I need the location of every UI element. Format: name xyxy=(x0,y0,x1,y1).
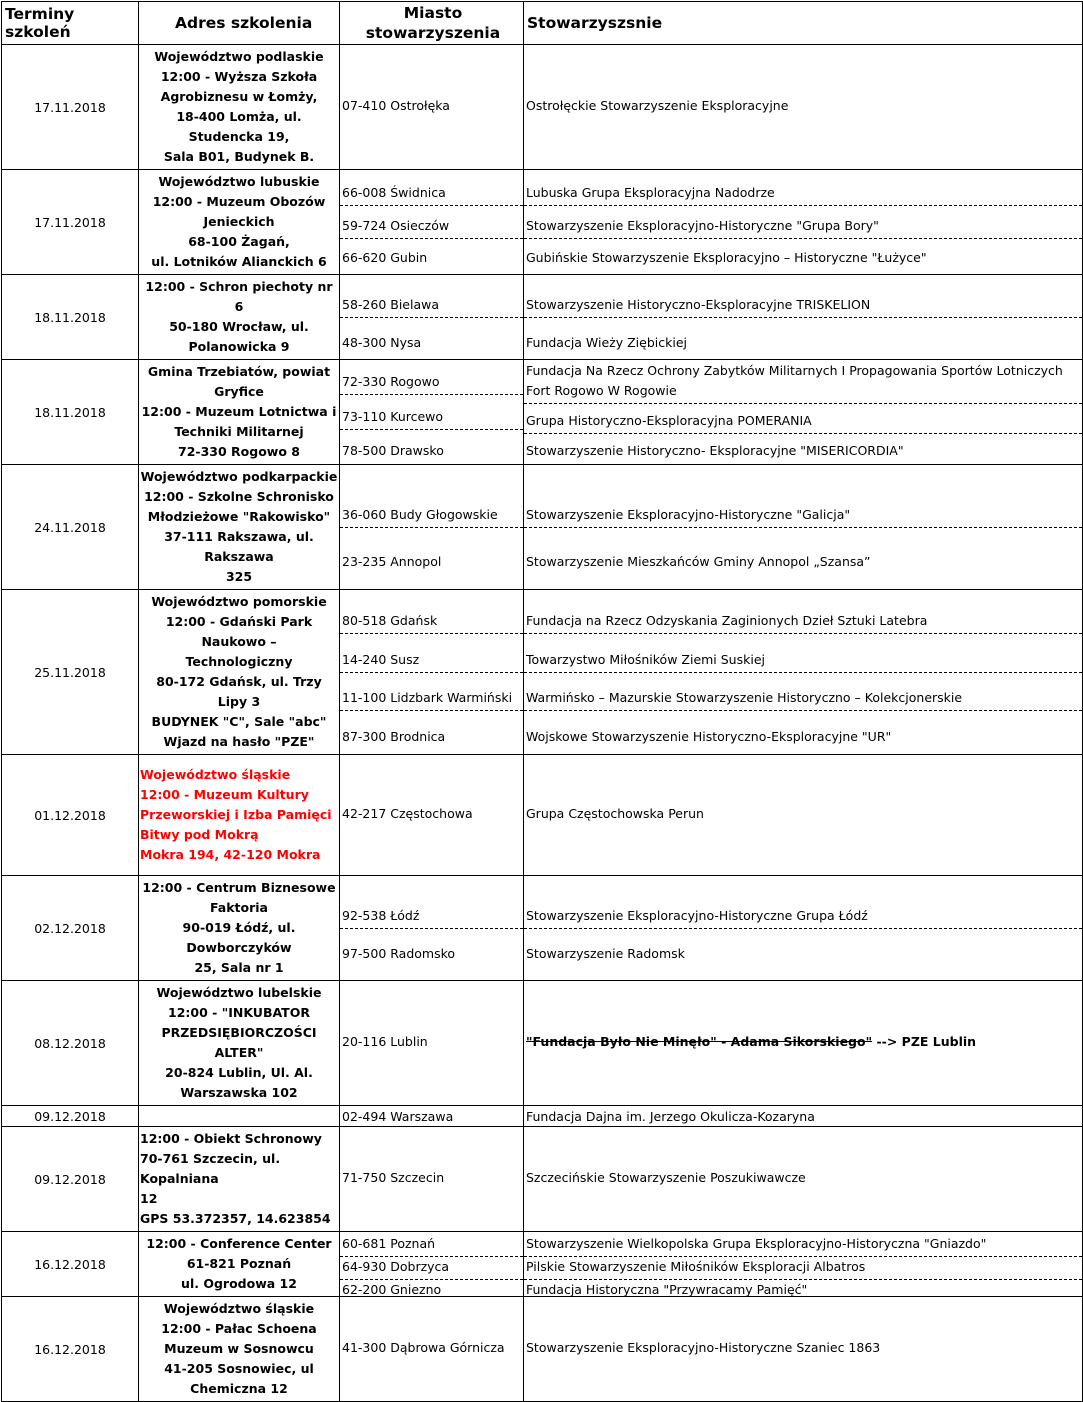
training-address xyxy=(139,1106,340,1127)
training-address xyxy=(139,45,340,170)
address-line: Wjazd na hasło "PZE" xyxy=(163,734,315,749)
association-name: Fundacja Dajna im. Jerzego Okulicza-Kozaryna xyxy=(526,1108,815,1124)
training-address xyxy=(139,170,340,275)
city-name: 02-494 Warszawa xyxy=(342,1108,454,1124)
address-line: 37-111 Rakszawa, ul. Rakszawa xyxy=(164,529,314,564)
city-name: 58-260 Bielawa xyxy=(340,279,523,318)
address-line: Technologiczny xyxy=(185,654,293,669)
address-line: ul. Ogrodowa 12 xyxy=(181,1276,297,1291)
city-name: 48-300 Nysa xyxy=(342,335,422,350)
association-cell xyxy=(524,876,1083,981)
association-cell xyxy=(524,45,1083,170)
city-name: 97-500 Radomsko xyxy=(342,946,456,961)
association-name: Stowarzyszenie Eksploracyjno-Historyczne Grupa Łódź xyxy=(524,890,1082,929)
address-line: 12:00 - Obiekt Schronowy xyxy=(140,1131,322,1146)
association-cell xyxy=(524,1106,1083,1127)
address-line: 12 xyxy=(140,1191,158,1206)
city-cell xyxy=(340,1297,524,1402)
address-line: Agrobiznesu w Łomży, xyxy=(160,89,318,104)
association-name: Fundacja Na Rzecz Ochrony Zabytków Militarnych I Propagowania Sportów Lotniczych Fort Rogowo W Rogowie xyxy=(524,361,1082,404)
training-address xyxy=(139,981,340,1106)
city-name: 60-681 Poznań xyxy=(340,1234,523,1257)
address-line: Gryfice xyxy=(214,384,264,399)
training-address xyxy=(139,1127,340,1232)
address-line: 50-180 Wrocław, ul. xyxy=(169,319,309,334)
address-line: Województwo lubelskie xyxy=(156,985,322,1000)
address-line: Województwo podkarpackie xyxy=(140,469,338,484)
city-cell xyxy=(340,755,524,876)
address-line: Województwo pomorskie xyxy=(151,594,327,609)
training-date: 17.11.2018 xyxy=(2,45,139,170)
association-name: Grupa Historyczno-Eksploracyjna POMERANIA xyxy=(524,404,1082,434)
training-date: 18.11.2018 xyxy=(2,360,139,465)
training-date: 24.11.2018 xyxy=(2,465,139,590)
table-row xyxy=(2,981,1083,1106)
address-line: 12:00 - Muzeum Lotnictwa i xyxy=(141,404,337,419)
address-line: PRZEDSIĘBIORCZOŚCI ALTER" xyxy=(161,1025,317,1060)
address-line: 12:00 - Schron piechoty nr 6 xyxy=(145,279,333,314)
city-name: 11-100 Lidzbark Warmiński xyxy=(340,673,523,712)
association-name: Stowarzyszenie Eksploracyjno-Historyczne Szaniec 1863 xyxy=(526,1340,881,1355)
association-name: Ostrołęckie Stowarzyszenie Eksploracyjne xyxy=(526,98,789,113)
address-line: Województwo lubuskie xyxy=(158,174,320,189)
association-cell xyxy=(524,590,1083,755)
address-line: Warszawska 102 xyxy=(180,1085,298,1100)
city-cell xyxy=(340,590,524,755)
training-address xyxy=(139,1297,340,1402)
training-address xyxy=(139,590,340,755)
header-row xyxy=(2,2,1083,45)
table-row xyxy=(2,1127,1083,1232)
address-line: GPS 53.372357, 14.623854 xyxy=(140,1211,331,1226)
city-cell xyxy=(340,465,524,590)
association-name: Stowarzyszenie Mieszkańców Gminy Annopol „Szansa” xyxy=(526,553,871,569)
association-cell xyxy=(524,1232,1083,1297)
address-line: Gmina Trzebiatów, powiat xyxy=(147,364,331,379)
address-line: 12:00 - Szkolne Schronisko xyxy=(144,489,334,504)
city-name: 64-930 Dobrzyca xyxy=(340,1257,523,1280)
city-name: 92-538 Łódź xyxy=(340,890,523,929)
city-cell xyxy=(340,45,524,170)
city-name: 14-240 Susz xyxy=(340,634,523,673)
address-line: Jenieckich xyxy=(203,214,275,229)
training-date: 17.11.2018 xyxy=(2,170,139,275)
table-row xyxy=(2,360,1083,465)
association-name: Fundacja na Rzecz Odzyskania Zaginionych Dzieł Sztuki Latebra xyxy=(524,596,1082,635)
training-date: 09.12.2018 xyxy=(2,1127,139,1232)
association-cell xyxy=(524,755,1083,876)
address-line: 12:00 - Pałac Schoena xyxy=(161,1321,317,1336)
association-name: Towarzystwo Miłośników Ziemi Suskiej xyxy=(524,634,1082,673)
address-line: Województwo śląskie xyxy=(163,1301,315,1316)
address-line: 12:00 - Conference Center xyxy=(146,1236,332,1251)
address-line: Przeworskiej i Izba Pamięci xyxy=(140,807,332,822)
city-name: 23-235 Annopol xyxy=(342,553,442,569)
address-line: 25, Sala nr 1 xyxy=(194,960,284,975)
address-line: Sala B01, Budynek B. xyxy=(163,149,315,164)
training-address xyxy=(139,465,340,590)
table-row xyxy=(2,590,1083,755)
table-body xyxy=(2,45,1083,1402)
city-name: 41-300 Dąbrowa Górnicza xyxy=(342,1340,505,1355)
association-name: Fundacja Wieży Ziębickiej xyxy=(526,335,687,350)
address-line: 18-400 Lomża, ul. Studencka 19, xyxy=(176,109,302,144)
training-address xyxy=(139,275,340,360)
training-address xyxy=(139,360,340,465)
training-address xyxy=(139,876,340,981)
table-row xyxy=(2,876,1083,981)
association-name: Pilskie Stowarzyszenie Miłośników Eksploracji Albatros xyxy=(524,1257,1082,1280)
city-name: 71-750 Szczecin xyxy=(342,1170,445,1185)
address-line: 12:00 - Wyższa Szkoła xyxy=(160,69,318,84)
city-cell xyxy=(340,170,524,275)
association-name: Gubińskie Stowarzyszenie Eksploracyjno – Historyczne "Łużyce" xyxy=(526,249,927,265)
training-date: 16.12.2018 xyxy=(2,1297,139,1402)
association-cell xyxy=(524,981,1083,1106)
address-line: 72-330 Rogowo 8 xyxy=(178,444,300,459)
city-cell xyxy=(340,1127,524,1232)
association-name: Stowarzyszenie Wielkopolska Grupa Eksploracyjno-Historyczna "Gniazdo" xyxy=(524,1234,1082,1257)
header-association: Stowarzyszsnie xyxy=(524,2,1083,45)
address-line: Województwo podlaskie xyxy=(154,49,324,64)
training-date: 16.12.2018 xyxy=(2,1232,139,1297)
header-city: Miasto stowarzyszenia xyxy=(340,2,524,45)
address-line: 61-821 Poznań xyxy=(186,1256,292,1271)
association-name: Stowarzyszenie Historyczno- Eksploracyjne "MISERICORDIA" xyxy=(526,443,904,458)
training-date: 18.11.2018 xyxy=(2,275,139,360)
city-name: 66-620 Gubin xyxy=(342,249,428,265)
city-name: 66-008 Świdnica xyxy=(340,174,523,206)
table-row xyxy=(2,755,1083,876)
city-cell xyxy=(340,1106,524,1127)
address-line: Faktoria xyxy=(209,900,268,915)
table-row xyxy=(2,1232,1083,1297)
association-name: Fundacja Historyczna "Przywracamy Pamięć" xyxy=(526,1281,808,1297)
table-row xyxy=(2,1106,1083,1127)
training-date: 08.12.2018 xyxy=(2,981,139,1106)
address-line: 20-824 Lublin, Ul. Al. xyxy=(165,1065,313,1080)
association-name: Stowarzyszenie Historyczno-Eksploracyjne TRISKELION xyxy=(524,279,1082,318)
address-line: Chemiczna 12 xyxy=(190,1381,288,1396)
address-line: BUDYNEK "C", Sale "abc" xyxy=(151,714,327,729)
association-name: Stowarzyszenie Radomsk xyxy=(526,946,685,961)
association-cell xyxy=(524,170,1083,275)
city-name: 62-200 Gniezno xyxy=(342,1281,442,1297)
association-cell xyxy=(524,275,1083,360)
city-name: 80-518 Gdańsk xyxy=(340,596,523,635)
header-dates: Terminy szkoleń xyxy=(2,2,139,45)
association-name: Stowarzyszenie Eksploracyjno-Historyczne "Galicja" xyxy=(524,481,1082,528)
association-cell xyxy=(524,360,1083,465)
association-cell xyxy=(524,465,1083,590)
address-line: 41-205 Sosnowiec, ul xyxy=(164,1361,314,1376)
association-name xyxy=(524,994,1082,1093)
address-line: 12:00 - Muzeum Kultury xyxy=(140,787,309,802)
city-name: 72-330 Rogowo xyxy=(340,361,523,395)
training-date: 01.12.2018 xyxy=(2,755,139,876)
address-line: Województwo śląskie xyxy=(140,767,291,782)
association-name: Wojskowe Stowarzyszenie Historyczno-Eksploracyjne "UR" xyxy=(526,728,892,744)
address-line: 68-100 Żagań, xyxy=(188,234,290,249)
training-date: 02.12.2018 xyxy=(2,876,139,981)
address-line: 12:00 - Centrum Biznesowe xyxy=(142,880,336,895)
address-line: Mokra 194, 42-120 Mokra xyxy=(140,847,321,862)
association-name: Szczecińskie Stowarzyszenie Poszukiwawcze xyxy=(526,1170,806,1185)
city-name: 42-217 Częstochowa xyxy=(342,806,473,821)
trainings-table xyxy=(1,1,1083,1402)
address-line: Młodzieżowe "Rakowisko" xyxy=(147,509,331,524)
association-name: Warmińsko – Mazurskie Stowarzyszenie Historyczno – Kolekcjonerskie xyxy=(524,673,1082,712)
city-name: 07-410 Ostrołęka xyxy=(342,98,450,113)
city-name: 36-060 Budy Głogowskie xyxy=(340,481,523,528)
association-redirect: --> PZE Lublin xyxy=(872,1034,977,1049)
training-address xyxy=(139,1232,340,1297)
city-cell xyxy=(340,360,524,465)
training-address xyxy=(139,755,340,876)
association-cell xyxy=(524,1297,1083,1402)
association-name: Stowarzyszenie Eksploracyjno-Historyczne "Grupa Bory" xyxy=(524,206,1082,238)
table-row xyxy=(2,170,1083,275)
training-date: 09.12.2018 xyxy=(2,1106,139,1127)
city-name: 78-500 Drawsko xyxy=(342,442,444,458)
association-cell xyxy=(524,1127,1083,1232)
city-name: 87-300 Brodnica xyxy=(342,728,446,744)
city-name: 59-724 Osieczów xyxy=(340,206,523,238)
address-line: 70-761 Szczecin, ul. Kopalniana xyxy=(140,1151,281,1186)
city-cell xyxy=(340,876,524,981)
address-line: ul. Lotników Alianckich 6 xyxy=(151,254,327,269)
address-line: Techniki Militarnej xyxy=(174,424,304,439)
table-row xyxy=(2,465,1083,590)
address-line: Bitwy pod Mokrą xyxy=(140,827,259,842)
table-row xyxy=(2,1297,1083,1402)
struck-association-name: "Fundacja Było Nie Minęło" - Adama Sikorskiego" xyxy=(526,1034,873,1049)
city-cell xyxy=(340,1232,524,1297)
city-cell xyxy=(340,275,524,360)
header-address: Adres szkolenia xyxy=(139,2,340,45)
address-line: Polanowicka 9 xyxy=(188,339,290,354)
city-name: 20-116 Lublin xyxy=(342,1034,428,1049)
table-row xyxy=(2,275,1083,360)
address-line: 12:00 - Muzeum Obozów xyxy=(152,194,326,209)
city-cell xyxy=(340,981,524,1106)
address-line: 12:00 - Gdański Park Naukowo – xyxy=(165,614,313,649)
address-line: 80-172 Gdańsk, ul. Trzy Lipy 3 xyxy=(156,674,322,709)
address-line: 325 xyxy=(225,569,253,584)
table-row xyxy=(2,45,1083,170)
city-name: 73-110 Kurcewo xyxy=(340,395,523,429)
address-line: 90-019 Łódź, ul. Dowborczyków xyxy=(182,920,296,955)
training-date: 25.11.2018 xyxy=(2,590,139,755)
address-line: 12:00 - "INKUBATOR xyxy=(168,1005,310,1020)
association-name: Lubuska Grupa Eksploracyjna Nadodrze xyxy=(524,174,1082,206)
association-name: Grupa Częstochowska Perun xyxy=(526,806,704,821)
address-line: Muzeum w Sosnowcu xyxy=(164,1341,314,1356)
